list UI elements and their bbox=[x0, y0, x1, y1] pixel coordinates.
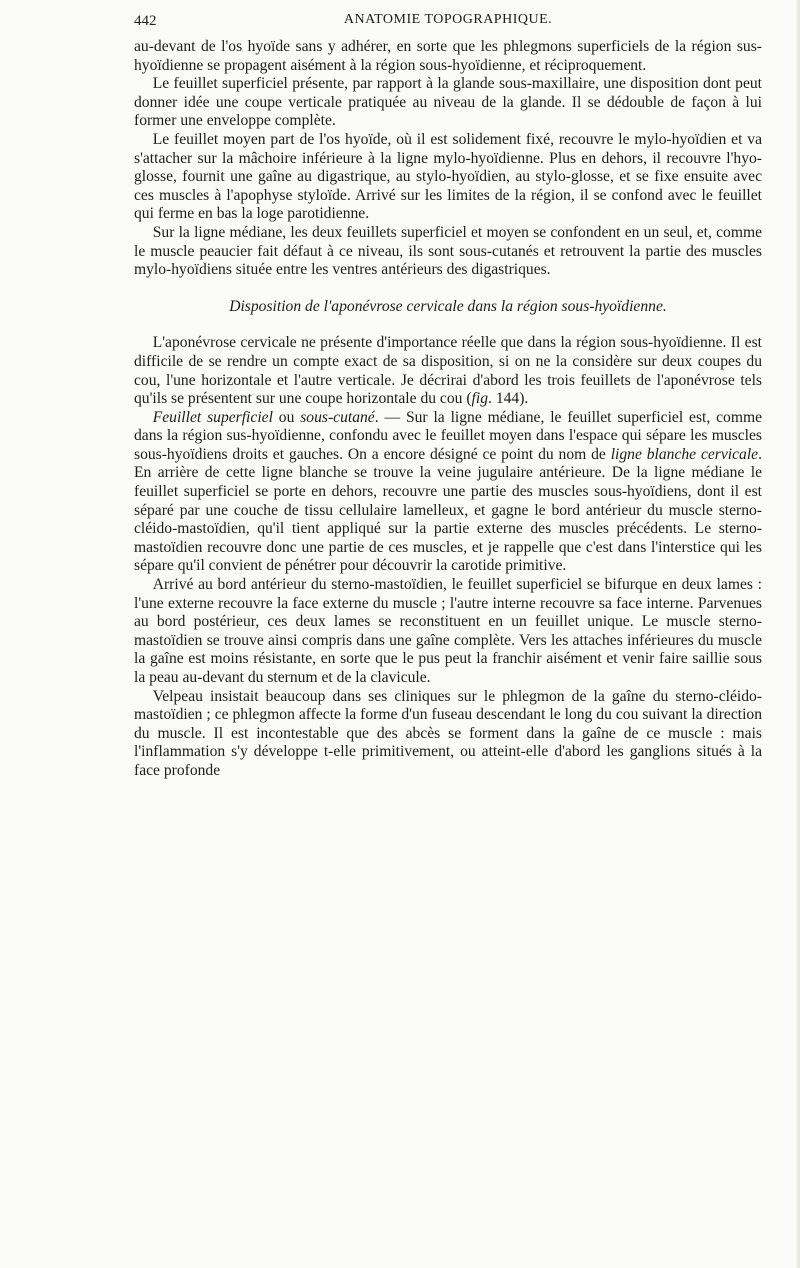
paragraph-6 bbox=[134, 409, 762, 576]
paragraph-7: Arrivé au bord antérieur du sterno-mastoïdien, le feuillet superficiel se bifurque en deux lames : l'une externe recouvre la face externe du muscle ; l'autre interne recouvre sa face interne. Parvenues au bord postérieur, ces deux lames se reconstituent en un feuillet unique. Le muscle sterno-mastoïdien se trouve ainsi compris dans une gaîne complète. Vers les attaches inférieures du muscle la gaîne est moins résistante, en sorte que le pus peut la franchir aisément et venir faire saillie sous la peau au-devant du sternum et de la clavicule. bbox=[134, 576, 762, 686]
paragraph-3: Le feuillet moyen part de l'os hyoïde, où il est solidement fixé, recouvre le mylo-hyoïdien et va s'attacher sur la mâchoire inférieure à la ligne mylo-hyoïdienne. Plus en dehors, il recouvre l'hyo-glosse, fournit une gaîne au digastrique, au stylo-hyoïdien, au stylo-glosse, et se fixe ensuite avec ces muscles à l'apophyse styloïde. Arrivé sur les limites de la région, il se confond avec le feuillet qui ferme en bas la loge parotidienne. bbox=[134, 130, 762, 223]
figure-abbrev: fig bbox=[471, 390, 489, 408]
subheading-sous-cutane: sous-cutané bbox=[300, 408, 375, 426]
paragraph-6-text-a: . — Sur la ligne médiane, le feuillet superficiel est, comme dans la région sus-hyoïdienne, confondu avec le feuillet moyen dans l'espace qui sépare les muscles sous-hyoïdiens droits et gauches. On a encore désigné ce point du nom de bbox=[134, 408, 763, 463]
paragraph-5 bbox=[134, 334, 762, 408]
paragraph-1: au-devant de l'os hyoïde sans y adhérer, en sorte que les phlegmons superficiels de la région sus-hyoïdienne se propagent aisément à la région sous-hyoïdienne, et réciproquement. bbox=[134, 38, 762, 74]
paragraph-6-or: ou bbox=[272, 408, 301, 426]
term-ligne-blanche: ligne blanche cervicale bbox=[610, 445, 759, 463]
paragraph-6-text-b: . En arrière de cette ligne blanche se trouve la veine jugulaire antérieure. De la ligne médiane le feuillet superficiel se porte en dehors, recouvre une partie des muscles sous-hyoïdiens, dont il est séparé par une couche de tissu cellulaire lamelleux, et gagne le bord antérieur du muscle sterno-cléido-mastoïdien, qu'il tient appliqué sur la partie externe des muscles précédents. Le sterno-mastoïdien recouvre donc une partie de ces muscles, et je rappelle que c'est dans l'interstice qui les sépare qu'il convient de pénétrer pour découvrir la carotide primitive. bbox=[134, 445, 763, 575]
paragraph-4: Sur la ligne médiane, les deux feuillets superficiel et moyen se confondent en un seul, et, comme le muscle peaucier fait défaut à ce niveau, ils sont sous-cutanés et retrouvent la partie des muscles mylo-hyoïdiens située entre les ventres antérieurs des digastriques. bbox=[134, 223, 762, 279]
section-heading: Disposition de l'aponévrose cervicale dans la région sous-hyoïdienne. bbox=[229, 297, 667, 315]
paragraph-2: Le feuillet superficiel présente, par rapport à la glande sous-maxillaire, une disposition dont peut donner idée une coupe verticale pratiquée au niveau de la glande. Il se dédouble de façon à lui former une enveloppe complète. bbox=[134, 75, 762, 130]
page-header bbox=[134, 12, 762, 36]
scan-edge bbox=[796, 0, 800, 1268]
figure-ref: . 144). bbox=[488, 390, 529, 408]
page-body bbox=[134, 38, 762, 781]
paragraph-8: Velpeau insistait beaucoup dans ses cliniques sur le phlegmon de la gaîne du sterno-cléido-mastoïdien ; ce phlegmon affecte la forme d'un fuseau descendant le long du cou suivant la direction du muscle. Il est incontestable que des abcès se forment dans la gaîne de ce muscle : mais l'inflammation s'y développe t-elle primitivement, ou atteint-elle d'abord les ganglions situés à la face profonde bbox=[134, 687, 762, 779]
page-number: 442 bbox=[134, 13, 157, 29]
subheading-feuillet-superficiel: Feuillet superficiel bbox=[152, 408, 273, 426]
running-title: ANATOMIE TOPOGRAPHIQUE. bbox=[343, 12, 553, 27]
paragraph-5-text: L'aponévrose cervicale ne présente d'importance réelle que dans la région sous-hyoïdienne. Il est difficile de se rendre un compte exact de sa disposition, si on ne la considère sur deux coupes du cou, l'une horizontale et l'autre verticale. Je décrirai d'abord les trois feuillets de l'aponévrose tels qu'ils se présentent sur une coupe horizontale du cou ( bbox=[134, 334, 762, 408]
